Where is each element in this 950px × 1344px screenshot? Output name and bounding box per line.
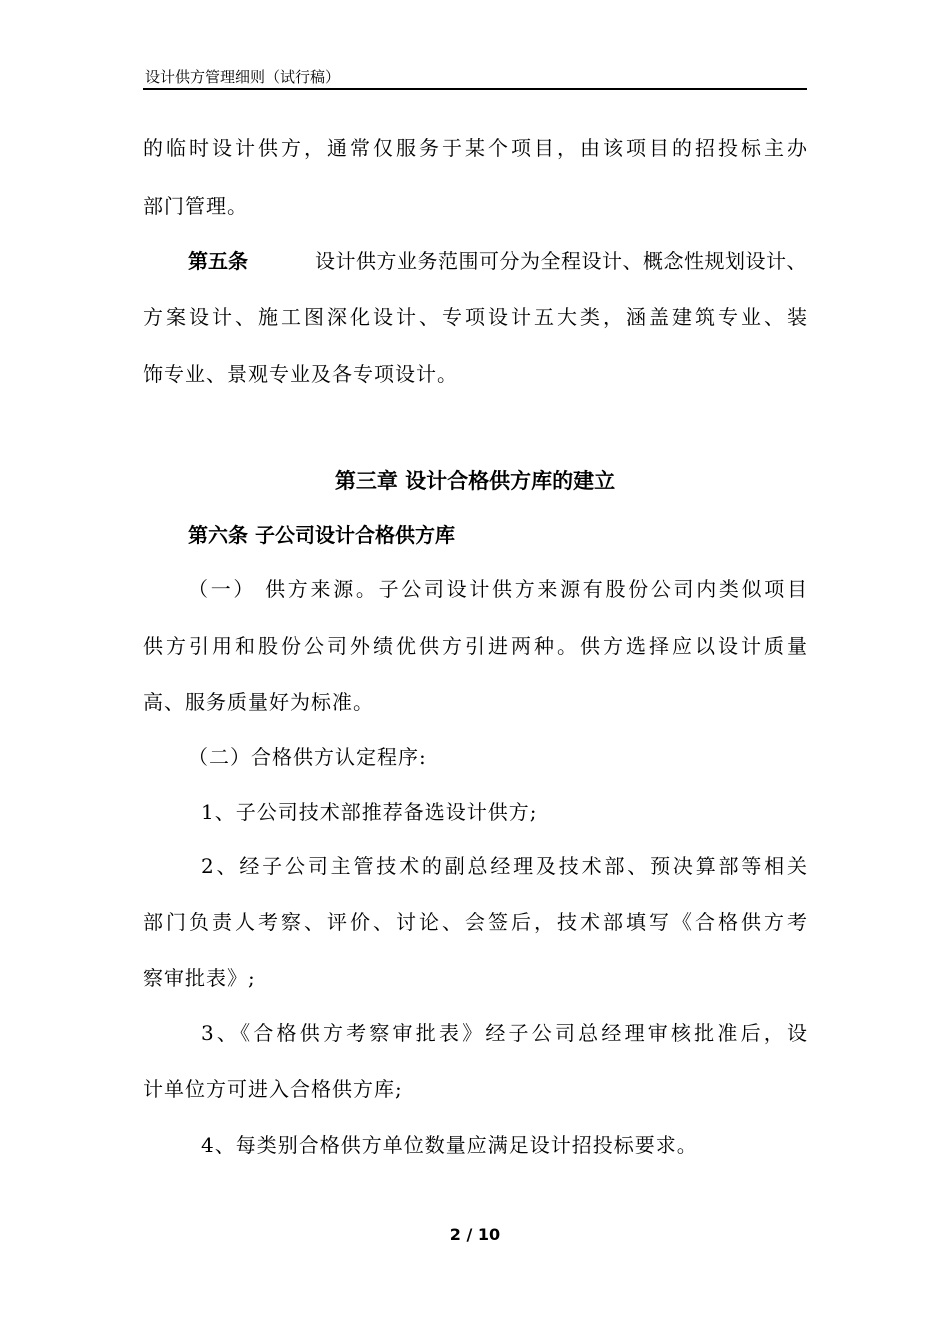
chapter-heading: 第三章 设计合格供方库的建立 xyxy=(334,469,616,493)
page-number: 2 / 10 xyxy=(449,1225,501,1244)
paragraph-line: 高、服务质量好为标准。 xyxy=(143,690,374,714)
header-rule xyxy=(143,88,807,90)
paragraph-line: 察审批表》; xyxy=(143,966,256,990)
list-item: 4、每类别合格供方单位数量应满足设计招投标要求。 xyxy=(201,1133,698,1157)
article-5-label: 第五条 xyxy=(188,249,248,273)
list-item: 2、经子公司主管技术的副总经理及技术部、预决算部等相关 xyxy=(201,854,807,878)
paragraph-line: 饰专业、景观专业及各专项设计。 xyxy=(143,362,458,386)
paragraph-line: 部门管理。 xyxy=(143,194,248,218)
subsection-heading: （二）合格供方认定程序: xyxy=(188,745,427,769)
running-header: 设计供方管理细则（试行稿） xyxy=(145,68,341,86)
paragraph-line: （一） 供方来源。子公司设计供方来源有股份公司内类似项目 xyxy=(188,577,807,601)
paragraph-line: 部门负责人考察、评价、讨论、会签后，技术部填写《合格供方考 xyxy=(143,910,807,934)
paragraph-line: 供方引用和股份公司外绩优供方引进两种。供方选择应以设计质量 xyxy=(143,634,807,658)
paragraph-line: 方案设计、施工图深化设计、专项设计五大类，涵盖建筑专业、装 xyxy=(143,305,807,329)
article-5-line xyxy=(188,247,807,275)
paragraph-line: 的临时设计供方，通常仅服务于某个项目，由该项目的招投标主办 xyxy=(143,136,807,160)
paragraph-line: 计单位方可进入合格供方库; xyxy=(143,1077,403,1101)
list-item: 1、子公司技术部推荐备选设计供方; xyxy=(201,800,538,824)
article-6-title: 第六条 子公司设计合格供方库 xyxy=(188,523,455,547)
list-item: 3、《合格供方考察审批表》经子公司总经理审核批准后，设 xyxy=(201,1021,807,1045)
article-5-text: 设计供方业务范围可分为全程设计、概念性规划设计、 xyxy=(315,249,807,273)
